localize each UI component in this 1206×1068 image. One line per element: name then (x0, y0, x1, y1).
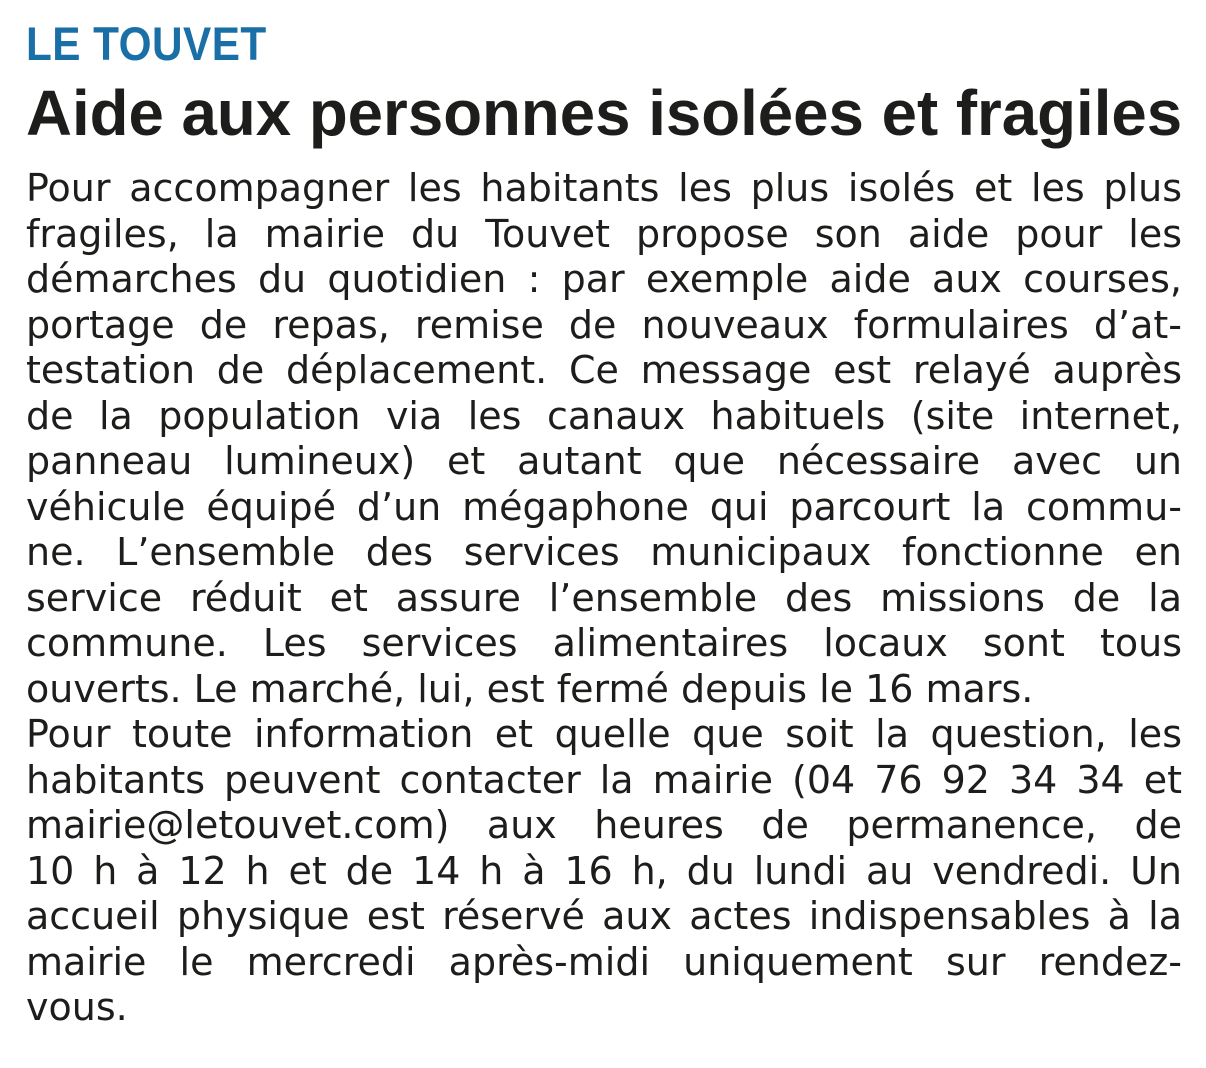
body-line: 10 h à 12 h et de 14 h à 16 h, du lundi au vendredi. Un (26, 848, 1182, 893)
body-line: accueil physique est réservé aux actes indispensables à la (26, 894, 1182, 938)
body-line: mairie le mercredi après-midi uniquement sur rendez- (26, 939, 1182, 984)
body-line: fragiles, la mairie du Touvet propose son aide pour les (26, 211, 1182, 256)
body-line: véhicule équipé d’un mégaphone qui parcourt la commu- (26, 484, 1182, 529)
body-line: démarches du quotidien : par exemple aide aux courses, (26, 257, 1182, 301)
body-line: de la population via les canaux habituels (site internet, (26, 393, 1182, 438)
body-line: vous. (26, 985, 128, 1029)
section-kicker: LE TOUVET (26, 17, 267, 70)
body-line: testation de déplacement. Ce message est relayé auprès (26, 348, 1182, 392)
article-body (26, 166, 1182, 1031)
body-line: mairie@letouvet.com) aux heures de permanence, de (26, 803, 1182, 847)
body-line: Pour accompagner les habitants les plus isolés et les plus (26, 166, 1182, 210)
article (26, 14, 1182, 1031)
body-line: habitants peuvent contacter la mairie (04 76 92 34 34 et (26, 757, 1182, 802)
body-line: portage de repas, remise de nouveaux formulaires d’at- (26, 302, 1182, 347)
body-line: Pour toute information et quelle que soit la question, les (26, 712, 1182, 756)
body-line: ouverts. Le marché, lui, est fermé depuis le 16 mars. (26, 666, 1034, 711)
article-headline: Aide aux personnes isolées et fragiles (26, 77, 1183, 149)
body-line: commune. Les services alimentaires locaux sont tous (26, 621, 1182, 665)
body-line: ne. L’ensemble des services municipaux fonctionne en (26, 530, 1182, 574)
body-line: service réduit et assure l’ensemble des missions de la (26, 575, 1182, 620)
body-line: panneau lumineux) et autant que nécessaire avec un (26, 439, 1182, 483)
